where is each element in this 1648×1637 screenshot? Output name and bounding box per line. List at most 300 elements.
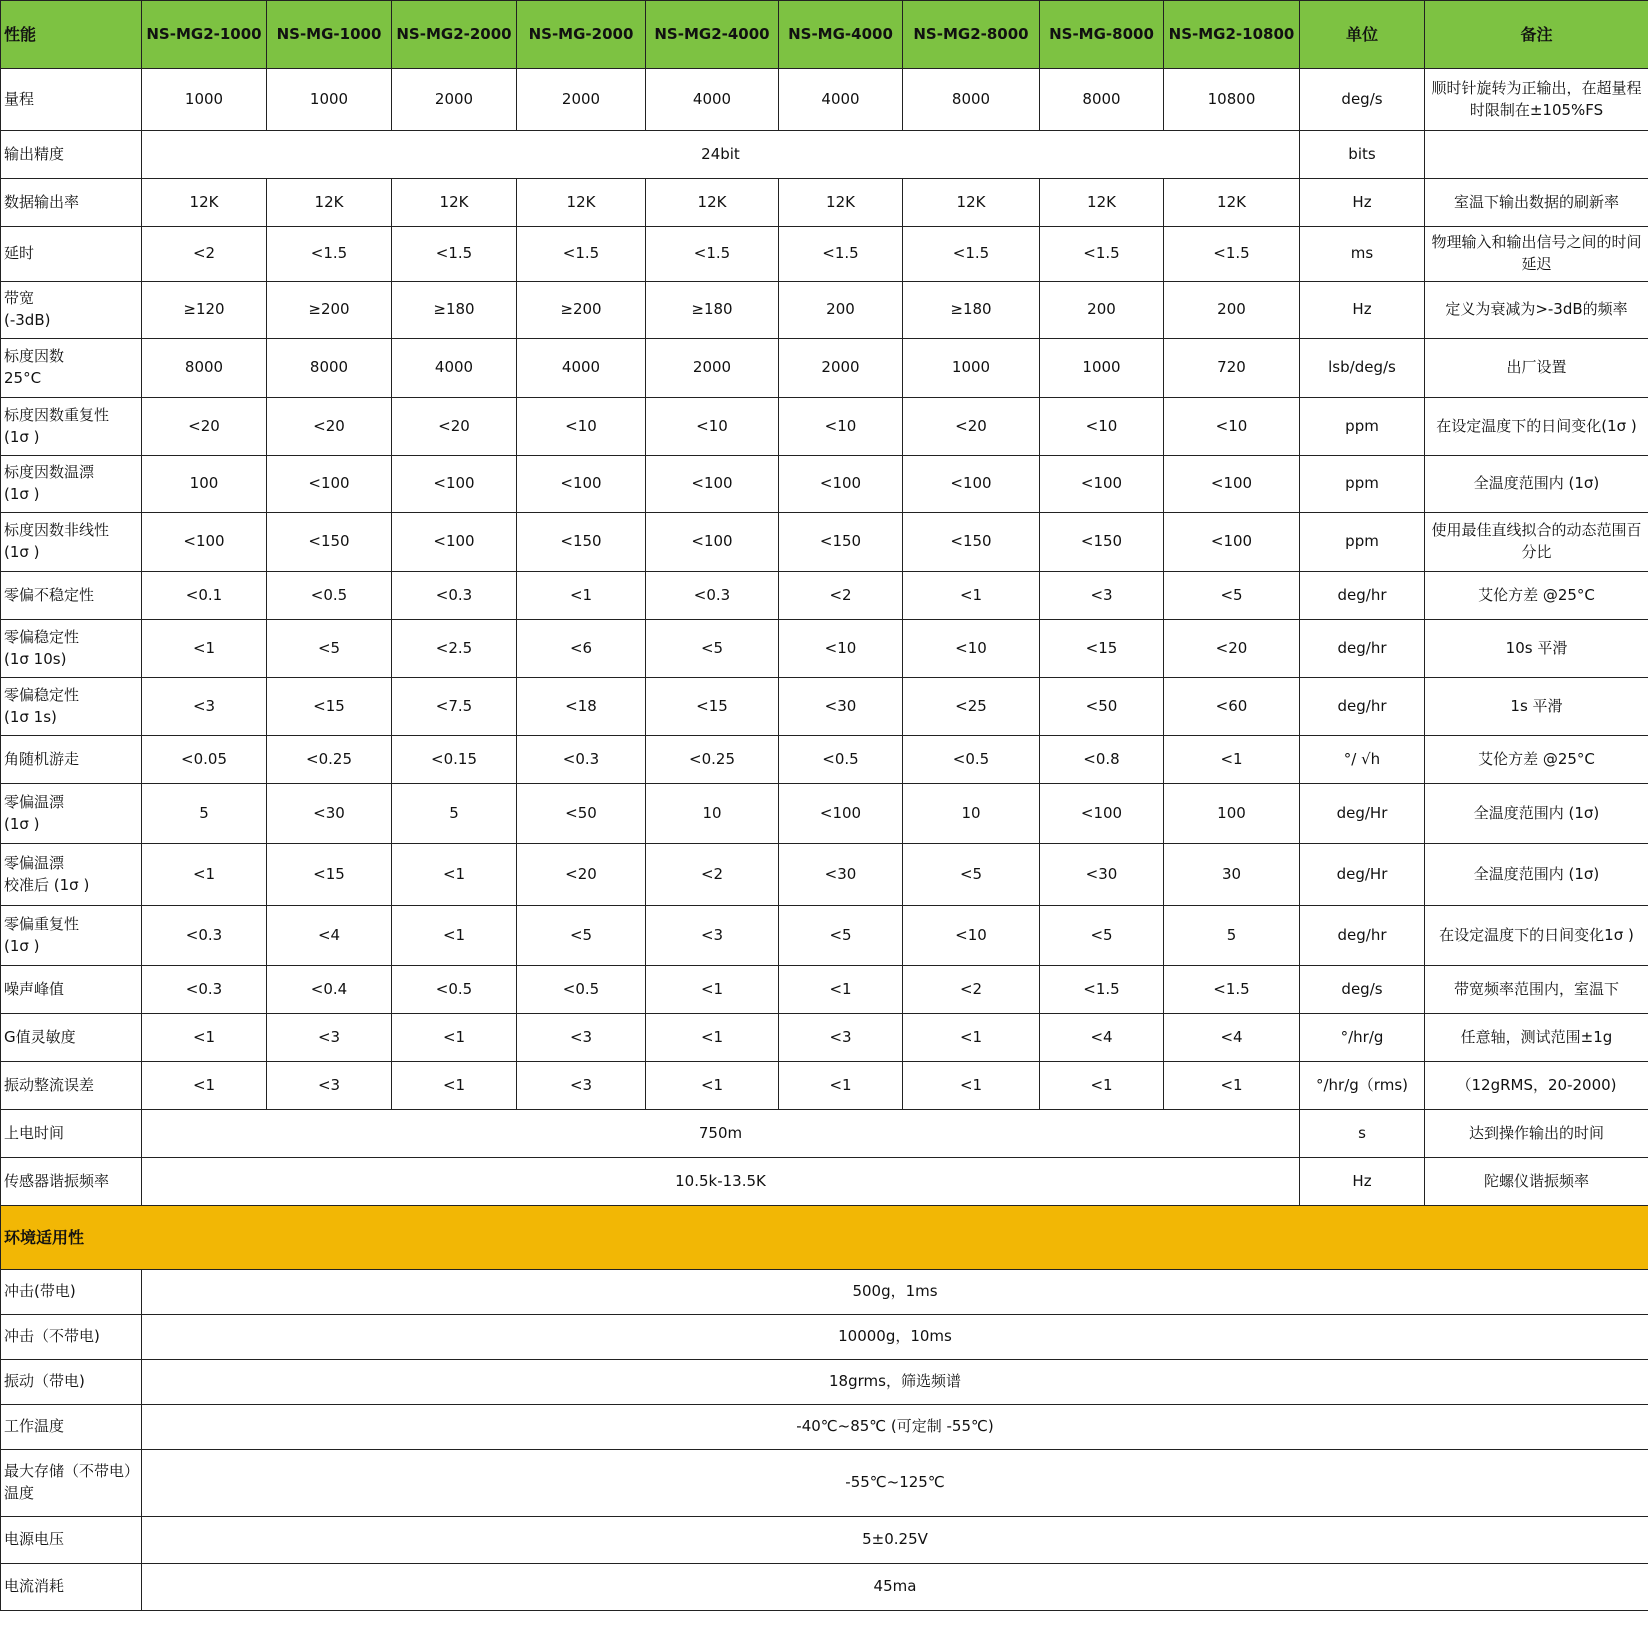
env-value: 45ma [142, 1564, 1648, 1611]
spec-value: ≥200 [517, 282, 646, 339]
row-label-line: 零偏稳定性 [4, 627, 80, 646]
spec-row [1, 513, 1648, 572]
spec-value: <100 [903, 456, 1040, 513]
row-label [1, 131, 142, 179]
spec-row [1, 844, 1648, 906]
spec-value: <3 [646, 906, 779, 966]
spec-value: 100 [1164, 784, 1300, 844]
spec-value: 12K [517, 179, 646, 227]
spec-value: 1000 [903, 339, 1040, 398]
row-label-line: 零偏温漂 [4, 853, 65, 872]
row-label-line: 零偏温漂 [4, 792, 65, 811]
spec-value: <1 [392, 1062, 517, 1110]
spec-value: <1.5 [1040, 227, 1164, 282]
spec-value: <15 [267, 844, 392, 906]
env-value: 10000g，10ms [142, 1315, 1648, 1360]
spec-value: <1 [903, 1014, 1040, 1062]
spec-value: <30 [267, 784, 392, 844]
spec-value: <50 [517, 784, 646, 844]
spec-remark: 达到操作输出的时间 [1425, 1110, 1648, 1158]
spec-unit: deg/hr [1300, 572, 1425, 620]
row-label-line: 数据输出率 [4, 192, 80, 211]
spec-value: <20 [142, 398, 267, 456]
spec-value: <4 [267, 906, 392, 966]
spec-value: <0.5 [779, 736, 903, 784]
env-value: -55℃~125℃ [142, 1450, 1648, 1517]
spec-value: ≥180 [646, 282, 779, 339]
spec-value: <100 [779, 784, 903, 844]
spec-value: <1.5 [517, 227, 646, 282]
spec-value: <7.5 [392, 678, 517, 736]
row-label-line: G值灵敏度 [4, 1027, 76, 1046]
row-label-line: 标度因数非线性 [4, 521, 110, 540]
spec-value: ≥200 [267, 282, 392, 339]
header-model: NS-MG2-10800 [1164, 1, 1300, 69]
spec-value: <1 [1040, 1062, 1164, 1110]
header-model: NS-MG-8000 [1040, 1, 1164, 69]
spec-value: <100 [646, 513, 779, 572]
env-row [1, 1564, 1648, 1611]
spec-remark: 全温度范围内 (1σ) [1425, 784, 1648, 844]
spec-value: 12K [392, 179, 517, 227]
spec-value: <0.25 [267, 736, 392, 784]
row-label-line: 冲击(带电) [4, 1282, 76, 1301]
spec-value: 4000 [779, 69, 903, 131]
spec-value: <5 [517, 906, 646, 966]
spec-value: <3 [517, 1062, 646, 1110]
header-row [1, 1, 1648, 69]
spec-value: <3 [142, 678, 267, 736]
spec-value: 10 [646, 784, 779, 844]
spec-value: <1 [903, 572, 1040, 620]
spec-value: <50 [1040, 678, 1164, 736]
spec-row [1, 620, 1648, 678]
env-value: 500g，1ms [142, 1270, 1648, 1315]
header-model: NS-MG-4000 [779, 1, 903, 69]
spec-value: <100 [1040, 456, 1164, 513]
spec-value: <2.5 [392, 620, 517, 678]
row-label-line: 角随机游走 [4, 749, 80, 768]
spec-row [1, 1158, 1648, 1206]
header-model: NS-MG2-1000 [142, 1, 267, 69]
row-label [1, 1270, 142, 1315]
spec-value: <150 [779, 513, 903, 572]
row-label [1, 398, 142, 456]
spec-value: 2000 [779, 339, 903, 398]
env-value: 5±0.25V [142, 1517, 1648, 1564]
spec-value: <1 [646, 1062, 779, 1110]
spec-value: 30 [1164, 844, 1300, 906]
section-title: 环境适用性 [1, 1206, 1648, 1270]
spec-value: 12K [142, 179, 267, 227]
spec-row [1, 179, 1648, 227]
row-label [1, 1360, 142, 1405]
spec-value: <150 [903, 513, 1040, 572]
spec-row [1, 69, 1648, 131]
spec-unit: °/ √h [1300, 736, 1425, 784]
spec-value: <3 [1040, 572, 1164, 620]
row-label [1, 1062, 142, 1110]
row-label-line: 传感器谐振频率 [4, 1171, 110, 1190]
spec-row [1, 227, 1648, 282]
spec-value: <0.3 [646, 572, 779, 620]
row-label-line: 最大存储（不带电）温度 [4, 1462, 132, 1502]
row-label [1, 69, 142, 131]
spec-value: <1.5 [646, 227, 779, 282]
spec-remark: （12gRMS，20-2000) [1425, 1062, 1648, 1110]
spec-value: <0.05 [142, 736, 267, 784]
spec-unit: deg/Hr [1300, 844, 1425, 906]
spec-remark: 在设定温度下的日间变化(1σ ) [1425, 398, 1648, 456]
row-label [1, 179, 142, 227]
spec-value: 1000 [1040, 339, 1164, 398]
spec-value: <30 [1040, 844, 1164, 906]
env-row [1, 1360, 1648, 1405]
spec-value: <20 [903, 398, 1040, 456]
spec-value: <1 [392, 1014, 517, 1062]
row-label-line: 噪声峰值 [4, 979, 65, 998]
spec-value: <25 [903, 678, 1040, 736]
spec-value: <0.5 [903, 736, 1040, 784]
spec-value: <5 [646, 620, 779, 678]
row-label [1, 1014, 142, 1062]
row-label [1, 1450, 142, 1517]
spec-value: 1000 [142, 69, 267, 131]
spec-value: <100 [1040, 784, 1164, 844]
spec-value: 200 [1040, 282, 1164, 339]
spec-unit: deg/hr [1300, 906, 1425, 966]
spec-value: <0.8 [1040, 736, 1164, 784]
spec-remark [1425, 131, 1648, 179]
spec-value: <1 [779, 966, 903, 1014]
spec-value: <1 [1164, 736, 1300, 784]
spec-value: <100 [1164, 513, 1300, 572]
spec-value: <20 [1164, 620, 1300, 678]
env-row [1, 1405, 1648, 1450]
section-header-row [1, 1206, 1648, 1270]
spec-value: <30 [779, 844, 903, 906]
spec-value: <3 [267, 1014, 392, 1062]
spec-value: <1.5 [1164, 966, 1300, 1014]
spec-value: <1.5 [267, 227, 392, 282]
row-label [1, 282, 142, 339]
row-label [1, 339, 142, 398]
spec-row [1, 784, 1648, 844]
row-label-line: 零偏重复性 [4, 914, 80, 933]
spec-value: 12K [903, 179, 1040, 227]
header-remark: 备注 [1425, 1, 1648, 69]
spec-value: <1 [142, 1014, 267, 1062]
spec-unit: °/hr/g（rms) [1300, 1062, 1425, 1110]
spec-value: <5 [1040, 906, 1164, 966]
spec-value: 8000 [1040, 69, 1164, 131]
spec-value: 5 [392, 784, 517, 844]
spec-value: <10 [903, 906, 1040, 966]
spec-value: <30 [779, 678, 903, 736]
spec-value: ≥180 [392, 282, 517, 339]
spec-value: 12K [267, 179, 392, 227]
spec-value: 10800 [1164, 69, 1300, 131]
spec-value: <0.3 [392, 572, 517, 620]
spec-remark: 全温度范围内 (1σ) [1425, 456, 1648, 513]
header-model: NS-MG-1000 [267, 1, 392, 69]
spec-value: <0.3 [517, 736, 646, 784]
spec-remark: 任意轴，测试范围±1g [1425, 1014, 1648, 1062]
spec-remark: 定义为衰减为>-3dB的频率 [1425, 282, 1648, 339]
spec-value: ≥180 [903, 282, 1040, 339]
row-label [1, 227, 142, 282]
row-label-line: (1σ 10s) [4, 649, 67, 668]
row-label-line: 延时 [4, 244, 35, 263]
row-label [1, 1315, 142, 1360]
spec-value: <10 [1040, 398, 1164, 456]
spec-value: <100 [517, 456, 646, 513]
spec-value: 12K [1164, 179, 1300, 227]
spec-unit: ppm [1300, 513, 1425, 572]
spec-value: 8000 [142, 339, 267, 398]
row-label-line: (1σ ) [4, 427, 40, 446]
spec-value: <1 [517, 572, 646, 620]
spec-value: <60 [1164, 678, 1300, 736]
spec-row [1, 966, 1648, 1014]
spec-value: <1.5 [392, 227, 517, 282]
spec-value: <1.5 [1164, 227, 1300, 282]
row-label [1, 572, 142, 620]
spec-value: <0.3 [142, 906, 267, 966]
spec-value: <100 [392, 513, 517, 572]
spec-unit: Hz [1300, 179, 1425, 227]
row-label-line: 标度因数 [4, 347, 65, 366]
spec-row [1, 131, 1648, 179]
row-label-line: 25°C [4, 369, 42, 387]
row-label [1, 513, 142, 572]
spec-value: <0.4 [267, 966, 392, 1014]
spec-unit: deg/hr [1300, 678, 1425, 736]
header-unit: 单位 [1300, 1, 1425, 69]
spec-value: 12K [646, 179, 779, 227]
spec-remark: 出厂设置 [1425, 339, 1648, 398]
row-label [1, 844, 142, 906]
row-label [1, 620, 142, 678]
spec-value: 8000 [267, 339, 392, 398]
spec-value: <10 [903, 620, 1040, 678]
spec-remark: 物理输入和输出信号之间的时间延迟 [1425, 227, 1648, 282]
spec-value: 4000 [517, 339, 646, 398]
header-model: NS-MG2-2000 [392, 1, 517, 69]
spec-value: ≥120 [142, 282, 267, 339]
spec-unit: Hz [1300, 282, 1425, 339]
row-label [1, 966, 142, 1014]
row-label [1, 1110, 142, 1158]
row-label [1, 1405, 142, 1450]
spec-remark: 1s 平滑 [1425, 678, 1648, 736]
spec-row [1, 398, 1648, 456]
spec-row [1, 736, 1648, 784]
env-value: -40℃~85℃ (可定制 -55℃) [142, 1405, 1648, 1450]
spec-value: <0.5 [392, 966, 517, 1014]
row-label [1, 1564, 142, 1611]
spec-row [1, 282, 1648, 339]
row-label-line: (-3dB) [4, 311, 51, 329]
spec-value: <2 [779, 572, 903, 620]
spec-unit: deg/s [1300, 69, 1425, 131]
row-label-line: 上电时间 [4, 1123, 65, 1142]
spec-value: 2000 [646, 339, 779, 398]
spec-unit: s [1300, 1110, 1425, 1158]
spec-remark: 室温下输出数据的刷新率 [1425, 179, 1648, 227]
spec-value: 2000 [517, 69, 646, 131]
spec-value: <100 [267, 456, 392, 513]
spec-value: 720 [1164, 339, 1300, 398]
spec-unit: bits [1300, 131, 1425, 179]
spec-unit: deg/Hr [1300, 784, 1425, 844]
row-label-line: 零偏不稳定性 [4, 585, 95, 604]
spec-row [1, 906, 1648, 966]
row-label-line: 冲击（不带电) [4, 1327, 100, 1346]
spec-value: <5 [1164, 572, 1300, 620]
row-label [1, 1517, 142, 1564]
spec-unit: Hz [1300, 1158, 1425, 1206]
spec-value: <100 [142, 513, 267, 572]
env-row [1, 1270, 1648, 1315]
header-model: NS-MG2-8000 [903, 1, 1040, 69]
spec-value: 2000 [392, 69, 517, 131]
spec-value: <100 [779, 456, 903, 513]
spec-value: <0.1 [142, 572, 267, 620]
spec-value: <0.15 [392, 736, 517, 784]
spec-value: <3 [267, 1062, 392, 1110]
spec-table-body [1, 1, 1648, 1611]
row-label [1, 1158, 142, 1206]
spec-value: 12K [779, 179, 903, 227]
row-label-line: 电源电压 [4, 1530, 65, 1549]
spec-value: <1 [646, 1014, 779, 1062]
spec-value: <3 [517, 1014, 646, 1062]
spec-value: <5 [779, 906, 903, 966]
row-label-line: 带宽 [4, 289, 35, 308]
row-label-line: (1σ ) [4, 543, 40, 561]
spec-value: <15 [1040, 620, 1164, 678]
spec-unit: °/hr/g [1300, 1014, 1425, 1062]
row-label-line: 量程 [4, 89, 35, 108]
spec-value: 200 [779, 282, 903, 339]
spec-remark: 陀螺仪谐振频率 [1425, 1158, 1648, 1206]
spec-value: <1 [903, 1062, 1040, 1110]
spec-value-merged: 24bit [142, 131, 1300, 179]
spec-value: <5 [267, 620, 392, 678]
spec-value: <15 [646, 678, 779, 736]
spec-value: 100 [142, 456, 267, 513]
spec-row [1, 1110, 1648, 1158]
env-row [1, 1315, 1648, 1360]
spec-value: <1 [646, 966, 779, 1014]
spec-value: <100 [1164, 456, 1300, 513]
row-label [1, 784, 142, 844]
spec-remark: 艾伦方差 @25°C [1425, 736, 1648, 784]
spec-value: <100 [646, 456, 779, 513]
spec-value: <1.5 [1040, 966, 1164, 1014]
spec-value: <1 [142, 1062, 267, 1110]
spec-value: <0.5 [267, 572, 392, 620]
row-label [1, 456, 142, 513]
spec-value: <4 [1164, 1014, 1300, 1062]
env-row [1, 1517, 1648, 1564]
spec-row [1, 1014, 1648, 1062]
row-label-line: (1σ ) [4, 936, 40, 955]
spec-value: <2 [142, 227, 267, 282]
spec-unit: lsb/deg/s [1300, 339, 1425, 398]
spec-value: <20 [517, 844, 646, 906]
spec-value: <3 [779, 1014, 903, 1062]
spec-value: <15 [267, 678, 392, 736]
spec-value: <1.5 [779, 227, 903, 282]
spec-value-merged: 750m [142, 1110, 1300, 1158]
spec-value: <1 [142, 620, 267, 678]
spec-value-merged: 10.5k-13.5K [142, 1158, 1300, 1206]
row-label-line: (1σ 1s) [4, 707, 57, 726]
spec-row [1, 572, 1648, 620]
row-label-line: (1σ ) [4, 485, 40, 503]
spec-unit: ppm [1300, 456, 1425, 513]
spec-unit: ppm [1300, 398, 1425, 456]
row-label-line: 标度因数温漂 [4, 463, 95, 482]
spec-value: <1.5 [903, 227, 1040, 282]
row-label [1, 736, 142, 784]
spec-remark: 带宽频率范围内，室温下 [1425, 966, 1648, 1014]
spec-value: <2 [903, 966, 1040, 1014]
spec-value: <0.5 [517, 966, 646, 1014]
row-label-line: 标度因数重复性 [4, 405, 110, 424]
row-label [1, 678, 142, 736]
row-label [1, 906, 142, 966]
env-row [1, 1450, 1648, 1517]
spec-value: 4000 [646, 69, 779, 131]
spec-value: 12K [1040, 179, 1164, 227]
spec-remark: 在设定温度下的日间变化1σ ) [1425, 906, 1648, 966]
spec-value: <10 [646, 398, 779, 456]
spec-value: <6 [517, 620, 646, 678]
spec-value: <150 [517, 513, 646, 572]
spec-value: <0.25 [646, 736, 779, 784]
spec-value: 200 [1164, 282, 1300, 339]
spec-value: <10 [779, 398, 903, 456]
spec-value: <1 [779, 1062, 903, 1110]
spec-row [1, 456, 1648, 513]
row-label-line: 输出精度 [4, 144, 65, 163]
spec-value: 5 [1164, 906, 1300, 966]
spec-value: <5 [903, 844, 1040, 906]
spec-value: <100 [392, 456, 517, 513]
spec-remark: 艾伦方差 @25°C [1425, 572, 1648, 620]
spec-row [1, 339, 1648, 398]
spec-value: <4 [1040, 1014, 1164, 1062]
spec-value: 1000 [267, 69, 392, 131]
spec-value: 8000 [903, 69, 1040, 131]
spec-unit: deg/s [1300, 966, 1425, 1014]
spec-value: <2 [646, 844, 779, 906]
row-label-line: 校准后 (1σ ) [4, 875, 90, 894]
spec-row [1, 678, 1648, 736]
row-label-line: 电流消耗 [4, 1577, 65, 1596]
row-label-line: 零偏稳定性 [4, 685, 80, 704]
spec-value: 4000 [392, 339, 517, 398]
spec-unit: ms [1300, 227, 1425, 282]
spec-remark: 10s 平滑 [1425, 620, 1648, 678]
env-value: 18grms，筛选频谱 [142, 1360, 1648, 1405]
spec-value: <10 [1164, 398, 1300, 456]
spec-row [1, 1062, 1648, 1110]
row-label-line: 振动整流误差 [4, 1075, 95, 1094]
